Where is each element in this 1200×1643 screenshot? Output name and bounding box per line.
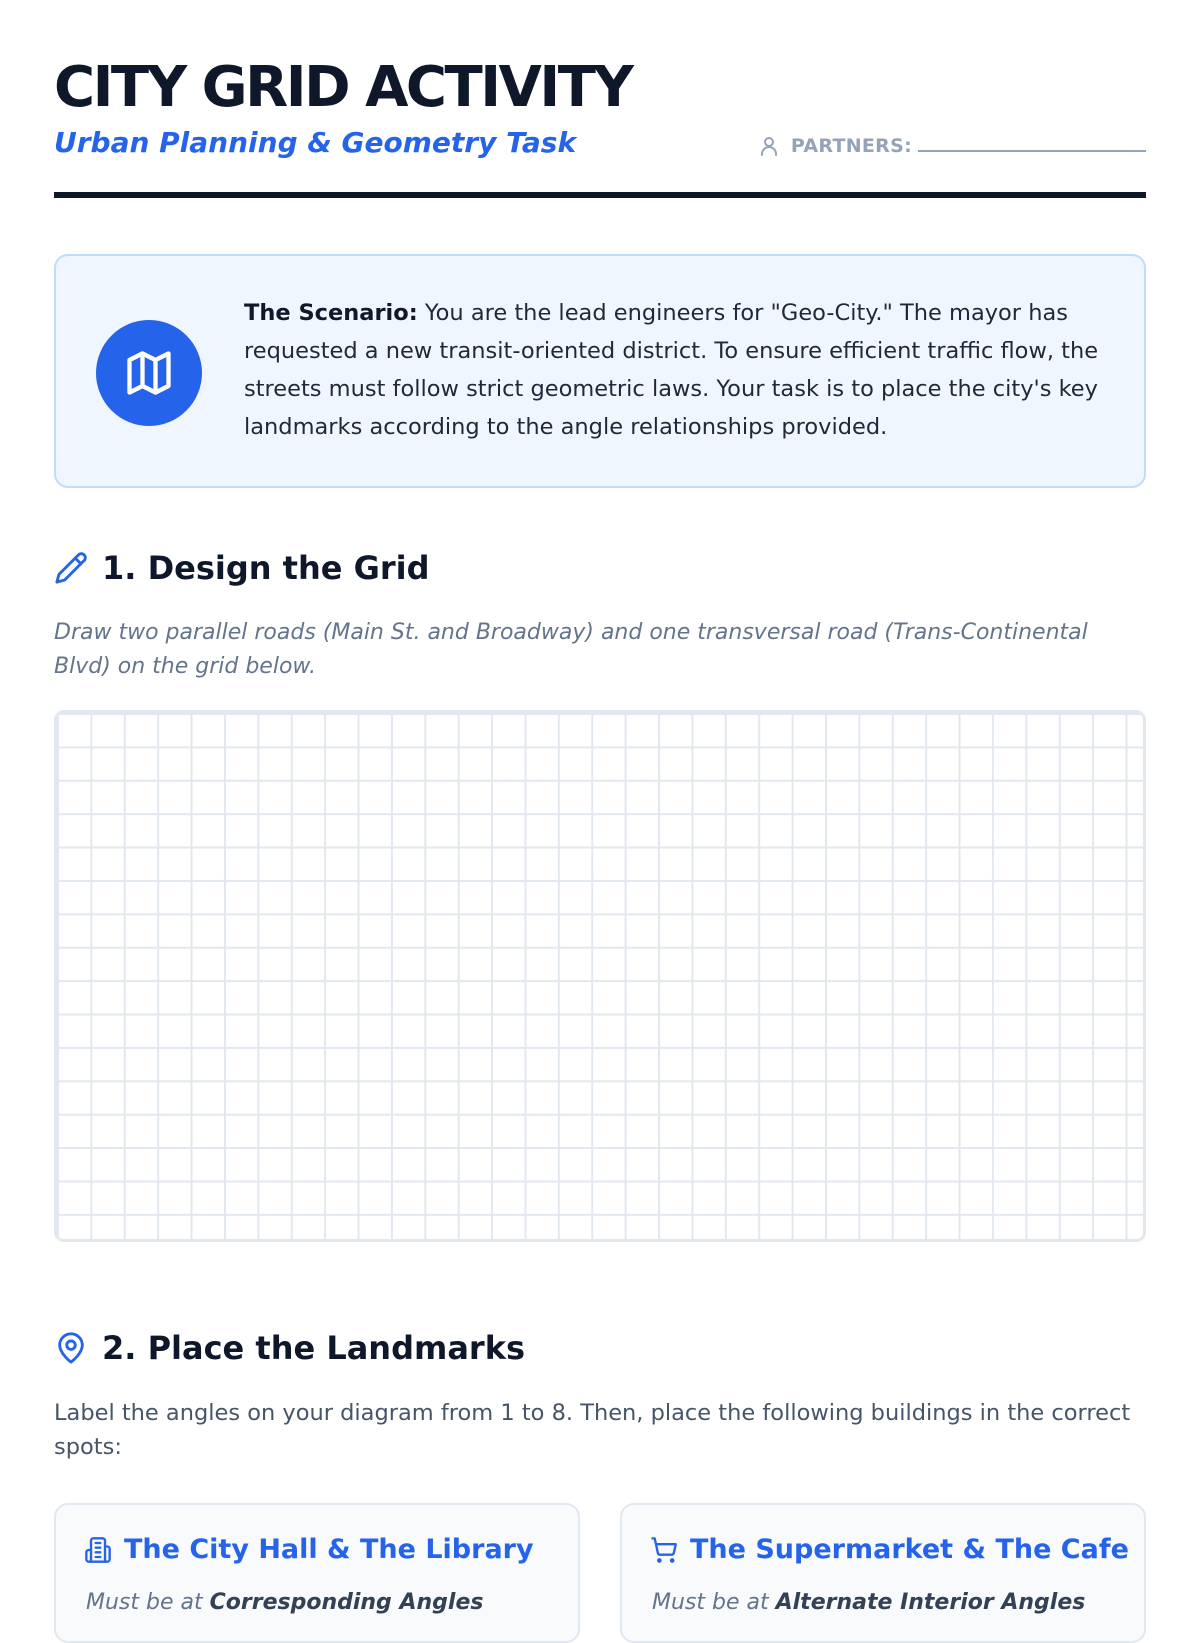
page-subtitle: Urban Planning & Geometry Task <box>54 126 577 159</box>
card-description-prefix: Must be at <box>86 1590 210 1615</box>
building-icon <box>84 1536 112 1564</box>
scenario-text <box>244 294 1104 446</box>
section-landmarks-heading <box>54 1326 525 1370</box>
card-header <box>84 1531 534 1569</box>
landmark-card-city-hall-library <box>54 1503 580 1643</box>
landmark-instructions: Label the angles on your diagram from 1 to 8. Then, place the following buildings in the correct spots: <box>54 1400 1131 1460</box>
section-title: 1. Design the Grid <box>102 549 430 587</box>
card-header <box>650 1531 1129 1569</box>
worksheet-header <box>54 0 1146 198</box>
user-icon <box>757 134 781 158</box>
card-description <box>86 1587 483 1619</box>
partners-field <box>757 130 1146 162</box>
map-pin-icon <box>54 1331 88 1365</box>
scenario-body: You are the lead engineers for "Geo-City." The mayor has requested a new transit-oriented district. To ensure efficient traffic flow, the streets must follow strict geometric laws. Your task is to place the city's key landmarks according to the angle relationships provided. <box>244 300 1099 440</box>
card-title: The Supermarket & The Cafe <box>690 1534 1129 1565</box>
page-title: CITY GRID ACTIVITY <box>54 55 632 120</box>
section-design-grid-heading <box>54 546 430 590</box>
card-description-prefix: Must be at <box>652 1590 776 1615</box>
partners-blank-line[interactable] <box>918 136 1146 152</box>
scenario-box <box>54 254 1146 488</box>
partners-label: PARTNERS: <box>790 135 912 157</box>
landmark-card-supermarket-cafe <box>620 1503 1146 1643</box>
scenario-label: The Scenario: <box>244 300 418 326</box>
card-title: The City Hall & The Library <box>124 1534 534 1565</box>
shopping-cart-icon <box>650 1536 678 1564</box>
pencil-icon <box>54 551 88 585</box>
section-title: 2. Place the Landmarks <box>102 1329 526 1367</box>
map-icon <box>96 320 202 426</box>
card-description-angle-type: Corresponding Angles <box>209 1590 484 1615</box>
card-description-angle-type: Alternate Interior Angles <box>775 1590 1086 1615</box>
drawing-grid[interactable] <box>54 710 1146 1242</box>
grid-instructions: Draw two parallel roads (Main St. and Broadway) and one transversal road (Trans-Continental Blvd) on the grid below. <box>54 620 1088 679</box>
card-description <box>652 1587 1085 1619</box>
